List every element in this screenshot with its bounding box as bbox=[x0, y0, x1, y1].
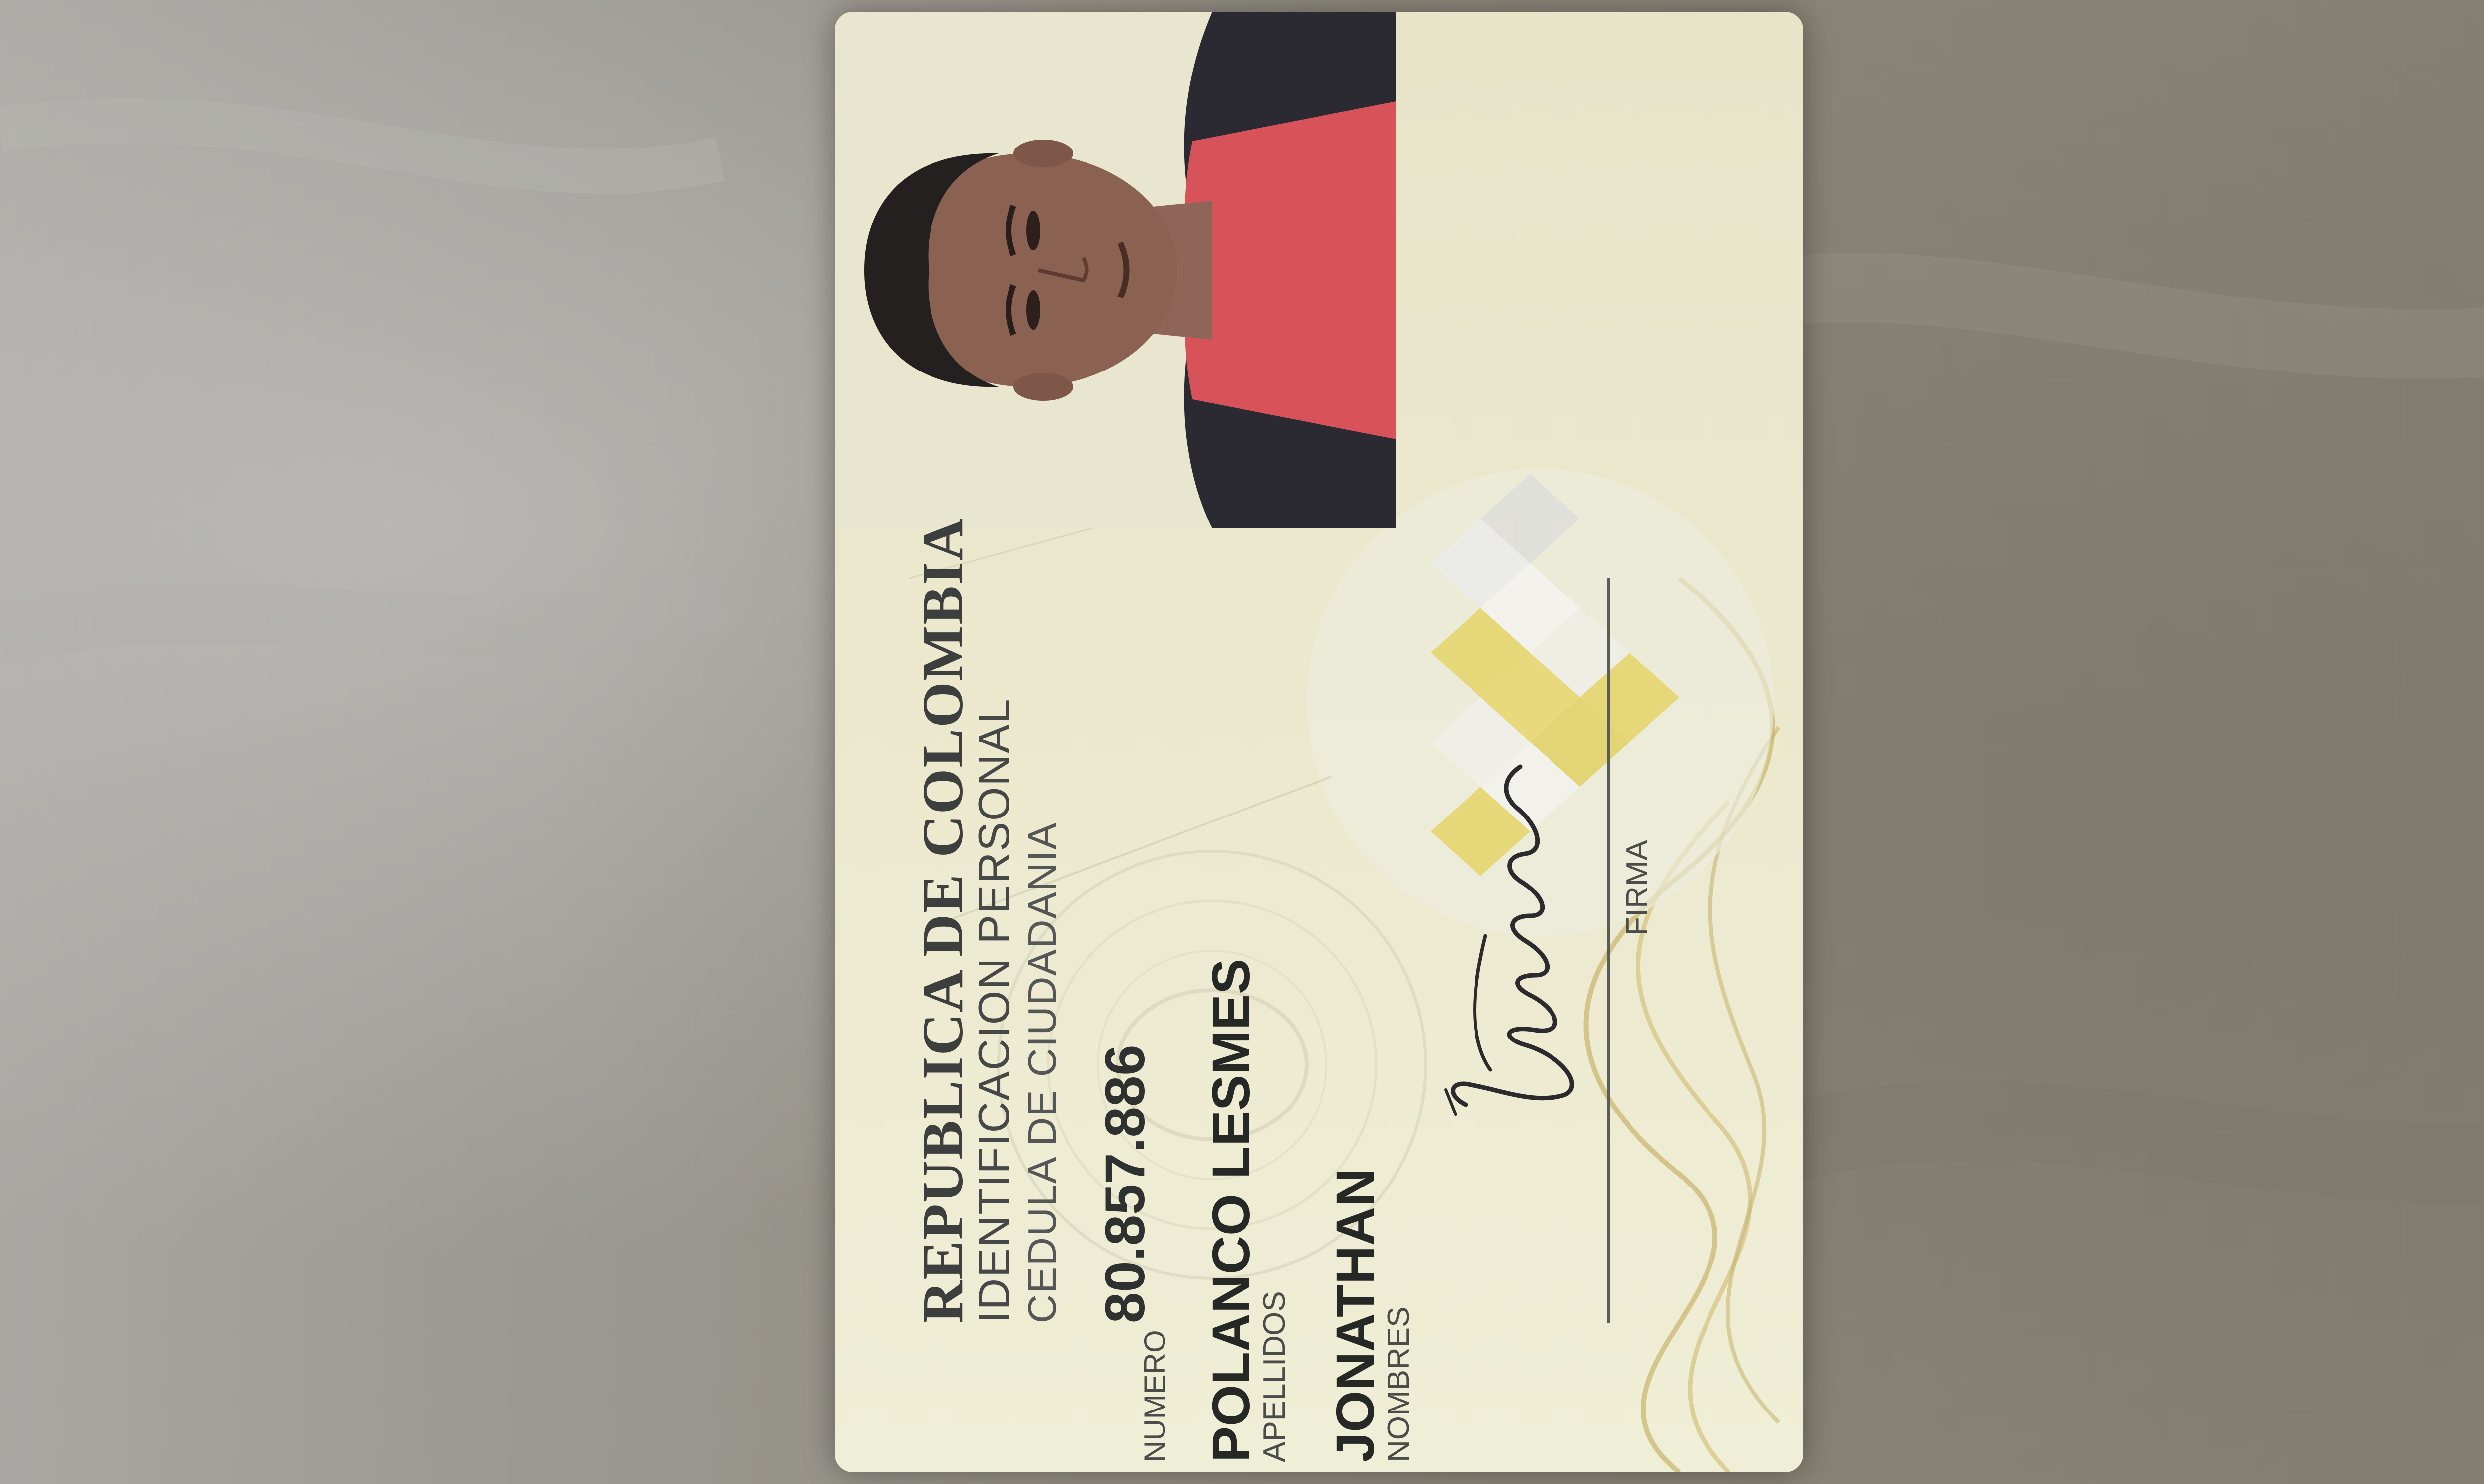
nombres-value: JONATHAN bbox=[1325, 1168, 1385, 1462]
portrait-image bbox=[835, 12, 1396, 528]
document-type: CEDULA DE CIUDADANIA bbox=[1020, 821, 1064, 1323]
card-title: REPUBLICA DE COLOMBIA bbox=[910, 517, 975, 1323]
apellidos-label: APELLIDOS bbox=[1257, 1291, 1292, 1462]
nombres-label: NOMBRES bbox=[1382, 1306, 1416, 1462]
numero-value: 80.857.886 bbox=[1094, 1044, 1156, 1323]
apellidos-value: POLANCO LESMES bbox=[1201, 958, 1261, 1462]
handwritten-signature bbox=[1436, 747, 1600, 1124]
signature-line bbox=[1607, 578, 1610, 1323]
numero-label: NUMERO bbox=[1138, 1330, 1171, 1462]
firma-label: FIRMA bbox=[1620, 840, 1654, 936]
id-card bbox=[835, 12, 1803, 1472]
card-subtitle: IDENTIFICACION PERSONAL bbox=[969, 698, 1018, 1323]
portrait-photo bbox=[835, 12, 1396, 528]
